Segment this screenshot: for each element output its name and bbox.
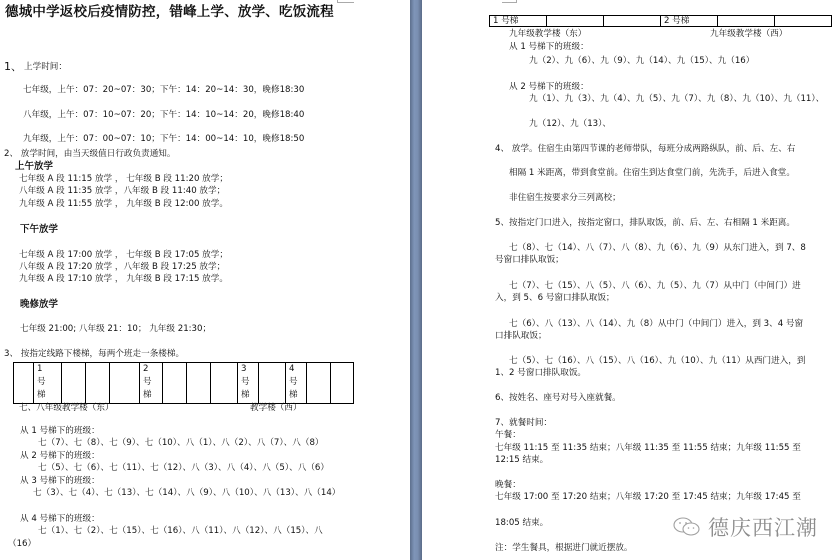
stairs-cell — [718, 16, 775, 27]
stair-1-label: 从 1 号梯下的班级： — [509, 42, 589, 52]
stairs-cell — [547, 16, 604, 27]
building-east-label: 九年级教学楼（东） — [509, 29, 587, 39]
meal-note: 注：学生餐具，根据进门就近摆放。 — [495, 543, 633, 553]
building-west-label: 九年级教学楼（西） — [710, 29, 788, 39]
schedule-row-grade9: 九年级，上午：07：00~07：10；下午：14：00~14：10，晚修18:50 — [23, 134, 305, 144]
afternoon-row-grade7: 七年级 A 段 17:00 放学 ， 七年级 B 段 17:05 放学； — [19, 250, 228, 260]
section-4-line-1: 4、 放学。住宿生由第四节课的老师带队，每班分成两路纵队，前、后、左、右 — [495, 144, 796, 154]
stairs-cell-4: 4 号 梯 — [286, 363, 307, 404]
afternoon-row-grade9: 九年级 A 段 17:10 放学 ， 九年级 B 段 17:15 放学。 — [19, 274, 228, 284]
morning-dismissal-label: 上午放学 — [15, 161, 54, 172]
stair-4-classes-wrap: （16） — [8, 539, 37, 549]
stair-1-label: 从 1 号梯下的班级： — [20, 426, 100, 436]
stairs-cell — [331, 363, 354, 404]
dinner-times-line-2: 18:05 结束。 — [495, 518, 549, 528]
section-3-heading: 3、 按指定线路下楼梯，每两个班走一条楼梯。 — [4, 349, 185, 359]
stairs-cell-2: 2 号梯 — [660, 16, 717, 27]
stair-2-classes: 七（5）、七（6）、七（11）、七（12）、八（3）、八（4）、八（5）、八（6） — [38, 463, 329, 473]
stairs-cell — [86, 363, 110, 404]
dinner-label: 晚餐： — [495, 480, 521, 490]
lunch-times-line-2: 12:15 结束。 — [495, 455, 549, 465]
stairs-cell-2: 2 号 梯 — [140, 363, 163, 404]
lunch-label: 午餐： — [495, 430, 521, 440]
middle-door-a-line-1: 七（7）、七（15）、八（5）、八（6）、九（5）、九（7）从中门（中间门）进 — [509, 281, 801, 291]
middle-door-b-line-2: 口排队取饭； — [495, 331, 547, 341]
stair-2-label: 从 2 号梯下的班级： — [20, 451, 100, 461]
dinner-times-line-1: 七年级 17:00 至 17:20 结束；八年级 17:20 至 17:45 结束；九年级 17:45 至 — [495, 492, 801, 502]
schedule-row-grade7: 七年级，上午：07：20~07：30；下午：14：20~14：30，晚修18:30 — [23, 85, 305, 95]
stairs-cell — [187, 363, 211, 404]
stair-2-label: 从 2 号梯下的班级： — [509, 82, 589, 92]
section-5-heading: 5、按指定门口进入，按指定窗口，排队取饭，前、后、左、右相隔 1 米距离。 — [495, 218, 795, 228]
stair-4-label: 从 4 号梯下的班级： — [20, 514, 100, 524]
stairs-cell — [307, 363, 331, 404]
afternoon-dismissal-label: 下午放学 — [20, 224, 59, 235]
section-4-line-3: 非住宿生按要求分三列离校； — [509, 193, 621, 203]
section-6: 6、按姓名、座号对号入座就餐。 — [495, 393, 621, 403]
section-1-number: 1、 — [4, 60, 22, 73]
stair-3-label: 从 3 号梯下的班级： — [20, 476, 100, 486]
east-door-line-1: 七（8）、七（14）、八（7）、八（8）、九（6）、九（9）从东门进入，到 7、8 — [509, 243, 806, 253]
stair-3-classes: 七（3）、七（4）、七（13）、七（14）、八（9）、八（10）、八（13）、八（14） — [33, 488, 341, 498]
section-2-heading: 2、 放学时间，由当天级值日行政负责通知。 — [4, 149, 176, 159]
watermark — [672, 512, 818, 542]
middle-door-b-line-1: 七（6）、八（13）、八（14）、九（8）从中门（中间门）进入，到 3、4 号窗 — [509, 319, 804, 329]
section-1-heading: 上学时间： — [24, 62, 67, 72]
stair-1-classes: 九（2）、九（6）、九（9）、九（14）、九（15）、九（16） — [529, 56, 755, 66]
stairs-diagram-grade9-building — [489, 15, 832, 27]
lunch-times-line-1: 七年级 11:15 至 11:35 结束；八年级 11:35 至 11:55 结束；九年级 11:55 至 — [495, 443, 801, 453]
middle-door-a-line-2: 入，到 5、6 号窗口排队取饭； — [495, 293, 615, 303]
page-corner-mark — [502, 0, 517, 3]
document-page-2 — [422, 0, 832, 560]
stair-2-classes-wrap: 九（12）、九（13）、 — [529, 119, 612, 129]
schedule-row-grade8: 八年级，上午：07：10~07：20；下午：14：10~14：20，晚修18:40 — [23, 110, 305, 120]
stairs-cell — [259, 363, 286, 404]
stairs-cell — [163, 363, 187, 404]
stairs-cell — [211, 363, 238, 404]
stairs-cell-3: 3 号 梯 — [238, 363, 259, 404]
morning-row-grade7: 七年级 A 段 11:15 放学 ， 七年级 B 段 11:20 放学； — [19, 174, 228, 184]
wechat-icon — [672, 516, 702, 538]
stairs-cell-1: 1 号 梯 — [34, 363, 62, 404]
stair-2-classes: 九（1）、九（3）、九（4）、九（5）、九（7）、九（8）、九（10）、九（11）、 — [529, 94, 825, 104]
stairs-diagram-east-building — [13, 362, 354, 404]
stairs-cell — [775, 16, 832, 27]
stair-4-classes: 七（1）、七（2）、七（15）、七（16）、八（11）、八（12）、八（15）、八 — [38, 526, 323, 536]
west-door-line-2: 1、2 号窗口排队取饭。 — [495, 368, 587, 378]
morning-row-grade8: 八年级 A 段 11:35 放学 ，八年级 B 段 11:40 放学； — [19, 186, 226, 196]
stairs-cell — [110, 363, 140, 404]
evening-row: 七年级 21:00; 八年级 21：10； 九年级 21:30； — [20, 324, 212, 334]
evening-dismissal-label: 晚修放学 — [20, 299, 59, 310]
west-door-line-1: 七（5）、七（16）、八（15）、八（16）、九（10）、九（11）从西门进入，到 — [509, 356, 806, 366]
building-west-label: 教学楼（西） — [250, 403, 302, 413]
page-divider — [410, 0, 422, 560]
page-corner-mark — [337, 0, 354, 3]
building-east-label: 七、八年级教学楼（东） — [19, 403, 114, 413]
document-title: 德城中学返校后疫情防控，错峰上学、放学、吃饭流程 — [5, 4, 334, 20]
afternoon-row-grade8: 八年级 A 段 17:20 放学 ，八年级 B 段 17:25 放学； — [19, 262, 226, 272]
watermark-text: 德庆西江潮 — [708, 516, 818, 540]
east-door-line-2: 号窗口排队取饭； — [495, 255, 564, 265]
stairs-cell — [604, 16, 661, 27]
stairs-cell — [62, 363, 86, 404]
section-4-line-2: 相隔 1 米距离，带到食堂前。住宿生到达食堂门前，先洗手，后进入食堂。 — [509, 168, 795, 178]
morning-row-grade9: 九年级 A 段 11:55 放学 ， 九年级 B 段 12:00 放学。 — [19, 199, 228, 209]
stairs-cell — [14, 363, 34, 404]
section-7-heading: 7、就餐时间： — [495, 418, 553, 428]
stair-1-classes: 七（7）、七（8）、七（9）、七（10）、八（1）、八（2）、八（7）、八（8） — [38, 438, 324, 448]
stairs-cell-1: 1 号梯 — [490, 16, 547, 27]
document-page-1 — [0, 0, 410, 560]
